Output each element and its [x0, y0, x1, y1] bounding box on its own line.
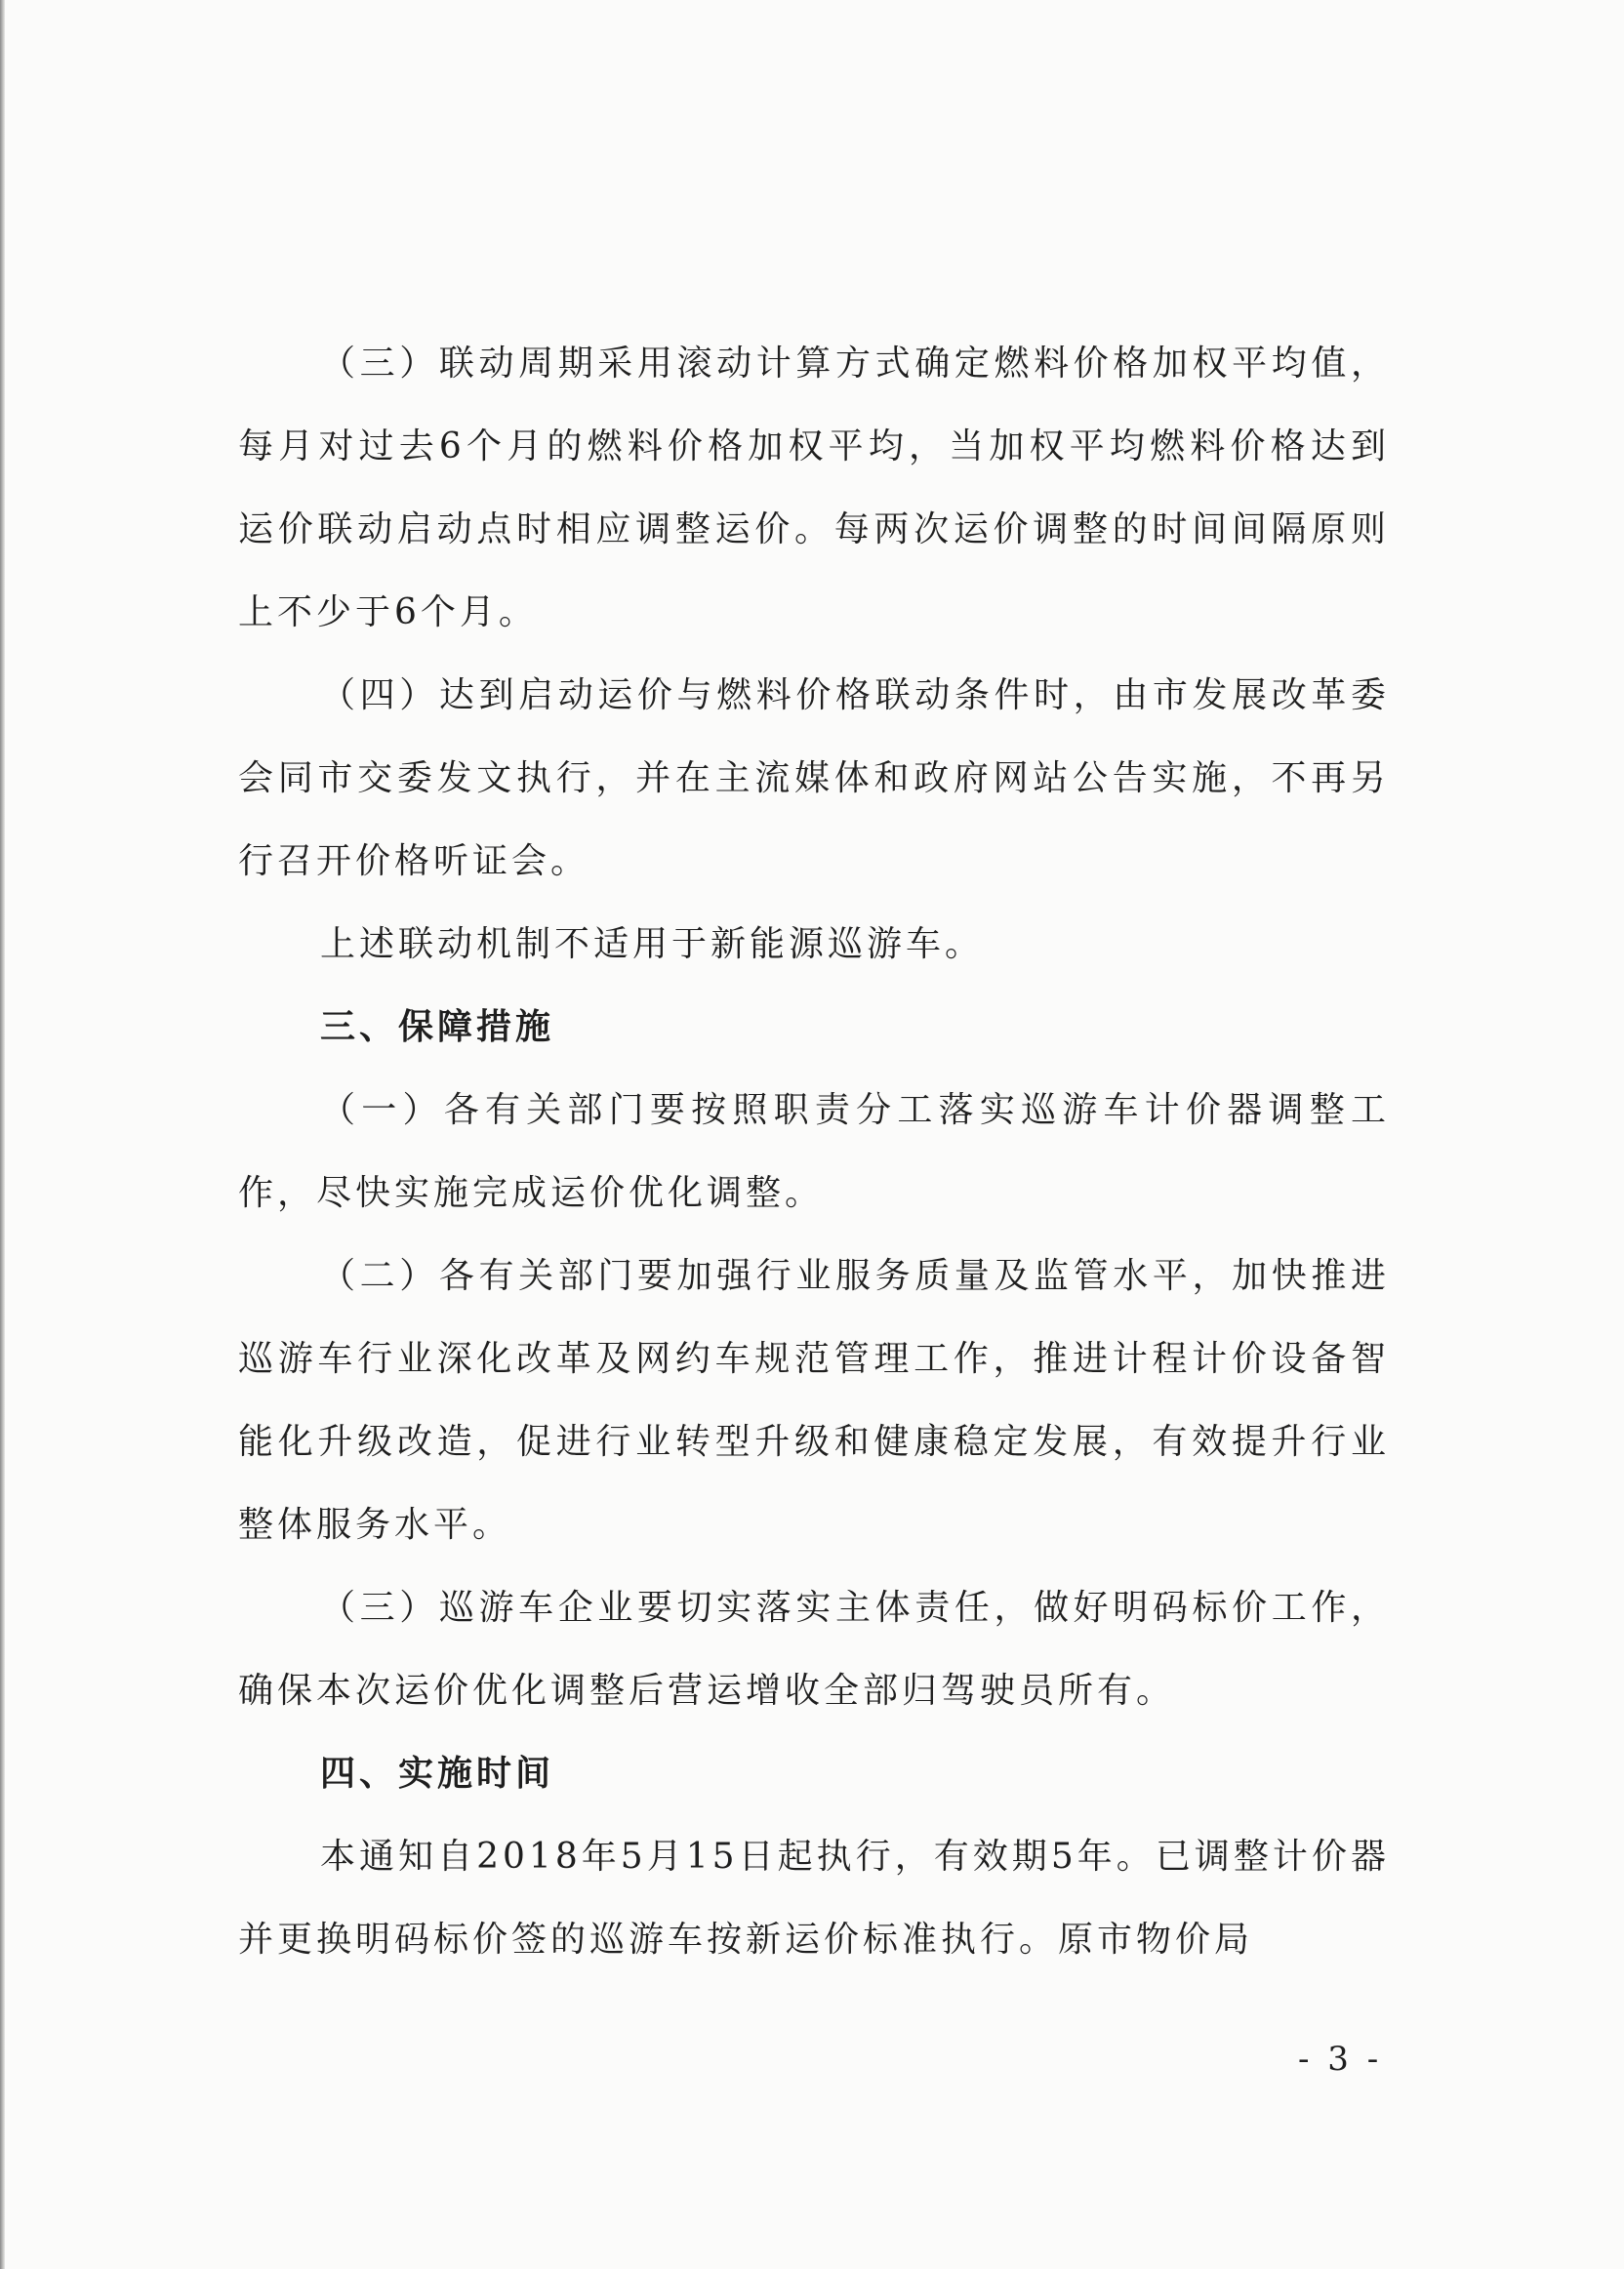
- document-body: [238, 322, 1390, 1981]
- paragraph-safeguard-3: （三）巡游车企业要切实落实主体责任，做好明码标价工作，确保本次运价优化调整后营运增收全部归驾驶员所有。: [238, 1588, 1390, 1711]
- section-heading-safeguards: 三、保障措施: [320, 1007, 555, 1047]
- paragraph-new-energy-exclusion: 上述联动机制不适用于新能源巡游车。: [320, 924, 985, 964]
- paragraph-implementation: 本通知自2018年5月15日起执行，有效期5年。已调整计价器并更换明码标价签的巡游车按新运价标准执行。原市物价局: [238, 1837, 1390, 1960]
- section-heading-implementation-time: 四、实施时间: [320, 1754, 555, 1794]
- paragraph-safeguard-2: （二）各有关部门要加强行业服务质量及监管水平，加快推进巡游车行业深化改革及网约车规范管理工作，推进计程计价设备智能化升级改造，促进行业转型升级和健康稳定发展，有效提升行业整体服务水平。: [238, 1256, 1390, 1545]
- paragraph-safeguard-1: （一）各有关部门要按照职责分工落实巡游车计价器调整工作，尽快实施完成运价优化调整。: [238, 1090, 1390, 1213]
- page-number: - 3 -: [1298, 2040, 1383, 2079]
- paragraph-linkage-cycle: （三）联动周期采用滚动计算方式确定燃料价格加权平均值，每月对过去6个月的燃料价格加权平均，当加权平均燃料价格达到运价联动启动点时相应调整运价。每两次运价调整的时间间隔原则上不少于6个月。: [238, 344, 1390, 632]
- scan-edge-shadow: [0, 0, 5, 2269]
- paragraph-linkage-conditions: （四）达到启动运价与燃料价格联动条件时，由市发展改革委会同市交委发文执行，并在主流媒体和政府网站公告实施，不再另行召开价格听证会。: [238, 675, 1390, 881]
